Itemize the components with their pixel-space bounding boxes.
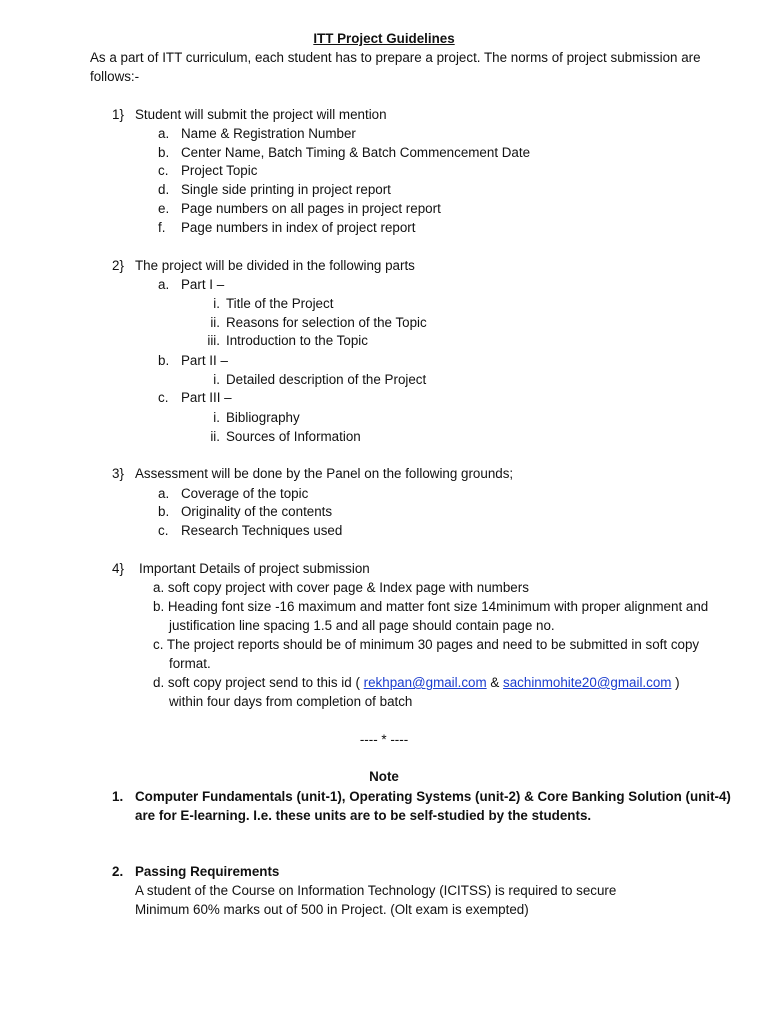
detail-c-line-2: format.	[169, 656, 211, 671]
section-3-marker: 3}	[112, 466, 124, 481]
sub-list-marker: i.	[213, 296, 220, 311]
list-item: Name & Registration Number	[181, 126, 356, 141]
list-item: Center Name, Batch Timing & Batch Commencement Date	[181, 145, 531, 160]
list-item: Page numbers on all pages in project report	[181, 201, 441, 216]
list-marker: c.	[158, 390, 169, 405]
email-link-sachinmohite[interactable]: sachinmohite20@gmail.com	[503, 675, 672, 690]
list-marker: b.	[158, 504, 170, 519]
section-1-heading: Student will submit the project will mention	[135, 107, 387, 122]
list-marker: c.	[158, 523, 169, 538]
list-item: Single side printing in project report	[181, 182, 391, 197]
detail-d-suffix: )	[671, 675, 680, 690]
note-2-line-1: A student of the Course on Information Technology (ICITSS) is required to secure	[135, 883, 617, 898]
intro-line-1: As a part of ITT curriculum, each student has to prepare a project. The norms of project submission are	[90, 50, 701, 65]
list-marker: a.	[158, 126, 170, 141]
list-item: Research Techniques used	[181, 523, 343, 538]
list-marker: c.	[158, 163, 169, 178]
detail-d-and: &	[486, 675, 504, 690]
section-4-marker: 4}	[112, 561, 124, 576]
part-heading: Part II –	[181, 353, 228, 368]
sub-list-marker: ii.	[210, 429, 220, 444]
list-marker: a.	[158, 277, 170, 292]
list-item: Coverage of the topic	[181, 486, 309, 501]
section-4-heading: Important Details of project submission	[139, 561, 370, 576]
section-2-heading: The project will be divided in the following parts	[135, 258, 415, 273]
detail-c-line-1: c. The project reports should be of minimum 30 pages and need to be submitted in soft copy	[153, 637, 700, 652]
list-marker: a.	[158, 486, 170, 501]
list-marker: f.	[158, 220, 166, 235]
sub-list-marker: iii.	[207, 333, 220, 348]
sub-list-item: Reasons for selection of the Topic	[226, 315, 427, 330]
list-item: Project Topic	[181, 163, 258, 178]
detail-b-line-1: b. Heading font size -16 maximum and matter font size 14minimum with proper alignment and	[153, 599, 709, 614]
section-2-marker: 2}	[112, 258, 124, 273]
list-marker: b.	[158, 353, 170, 368]
detail-d-prefix: d. soft copy project send to this id (	[153, 675, 364, 690]
section-3-heading: Assessment will be done by the Panel on the following grounds;	[135, 466, 514, 481]
note-2-heading: Passing Requirements	[135, 864, 280, 879]
note-1-line-2: are for E-learning. I.e. these units are to be self-studied by the students.	[135, 808, 592, 823]
part-heading: Part I –	[181, 277, 225, 292]
part-heading: Part III –	[181, 390, 232, 405]
separator: ---- * ----	[359, 732, 409, 747]
detail-d-line-1	[153, 674, 680, 692]
list-item: Originality of the contents	[181, 504, 333, 519]
sub-list-marker: i.	[213, 372, 220, 387]
note-2-marker: 2.	[112, 864, 124, 879]
sub-list-item: Title of the Project	[226, 296, 334, 311]
note-1-marker: 1.	[112, 789, 124, 804]
sub-list-item: Introduction to the Topic	[226, 333, 368, 348]
sub-list-item: Detailed description of the Project	[226, 372, 427, 387]
sub-list-item: Bibliography	[226, 410, 300, 425]
note-2-line-2: Minimum 60% marks out of 500 in Project. (Olt exam is exempted)	[135, 902, 529, 917]
list-marker: e.	[158, 201, 170, 216]
list-marker: d.	[158, 182, 170, 197]
document-title: ITT Project Guidelines	[313, 31, 455, 46]
intro-line-2: follows:-	[90, 69, 140, 84]
detail-a: a. soft copy project with cover page & Index page with numbers	[153, 580, 529, 595]
note-heading: Note	[369, 769, 399, 784]
section-1-marker: 1}	[112, 107, 124, 122]
note-1-line-1: Computer Fundamentals (unit-1), Operating Systems (unit-2) & Core Banking Solution (unit-4)	[135, 789, 731, 804]
detail-d-line-2: within four days from completion of batch	[169, 694, 413, 709]
detail-b-line-2: justification line spacing 1.5 and all page should contain page no.	[169, 618, 555, 633]
list-marker: b.	[158, 145, 170, 160]
sub-list-marker: i.	[213, 410, 220, 425]
email-link-rekhpan[interactable]: rekhpan@gmail.com	[363, 675, 487, 690]
sub-list-marker: ii.	[210, 315, 220, 330]
sub-list-item: Sources of Information	[226, 429, 361, 444]
list-item: Page numbers in index of project report	[181, 220, 416, 235]
